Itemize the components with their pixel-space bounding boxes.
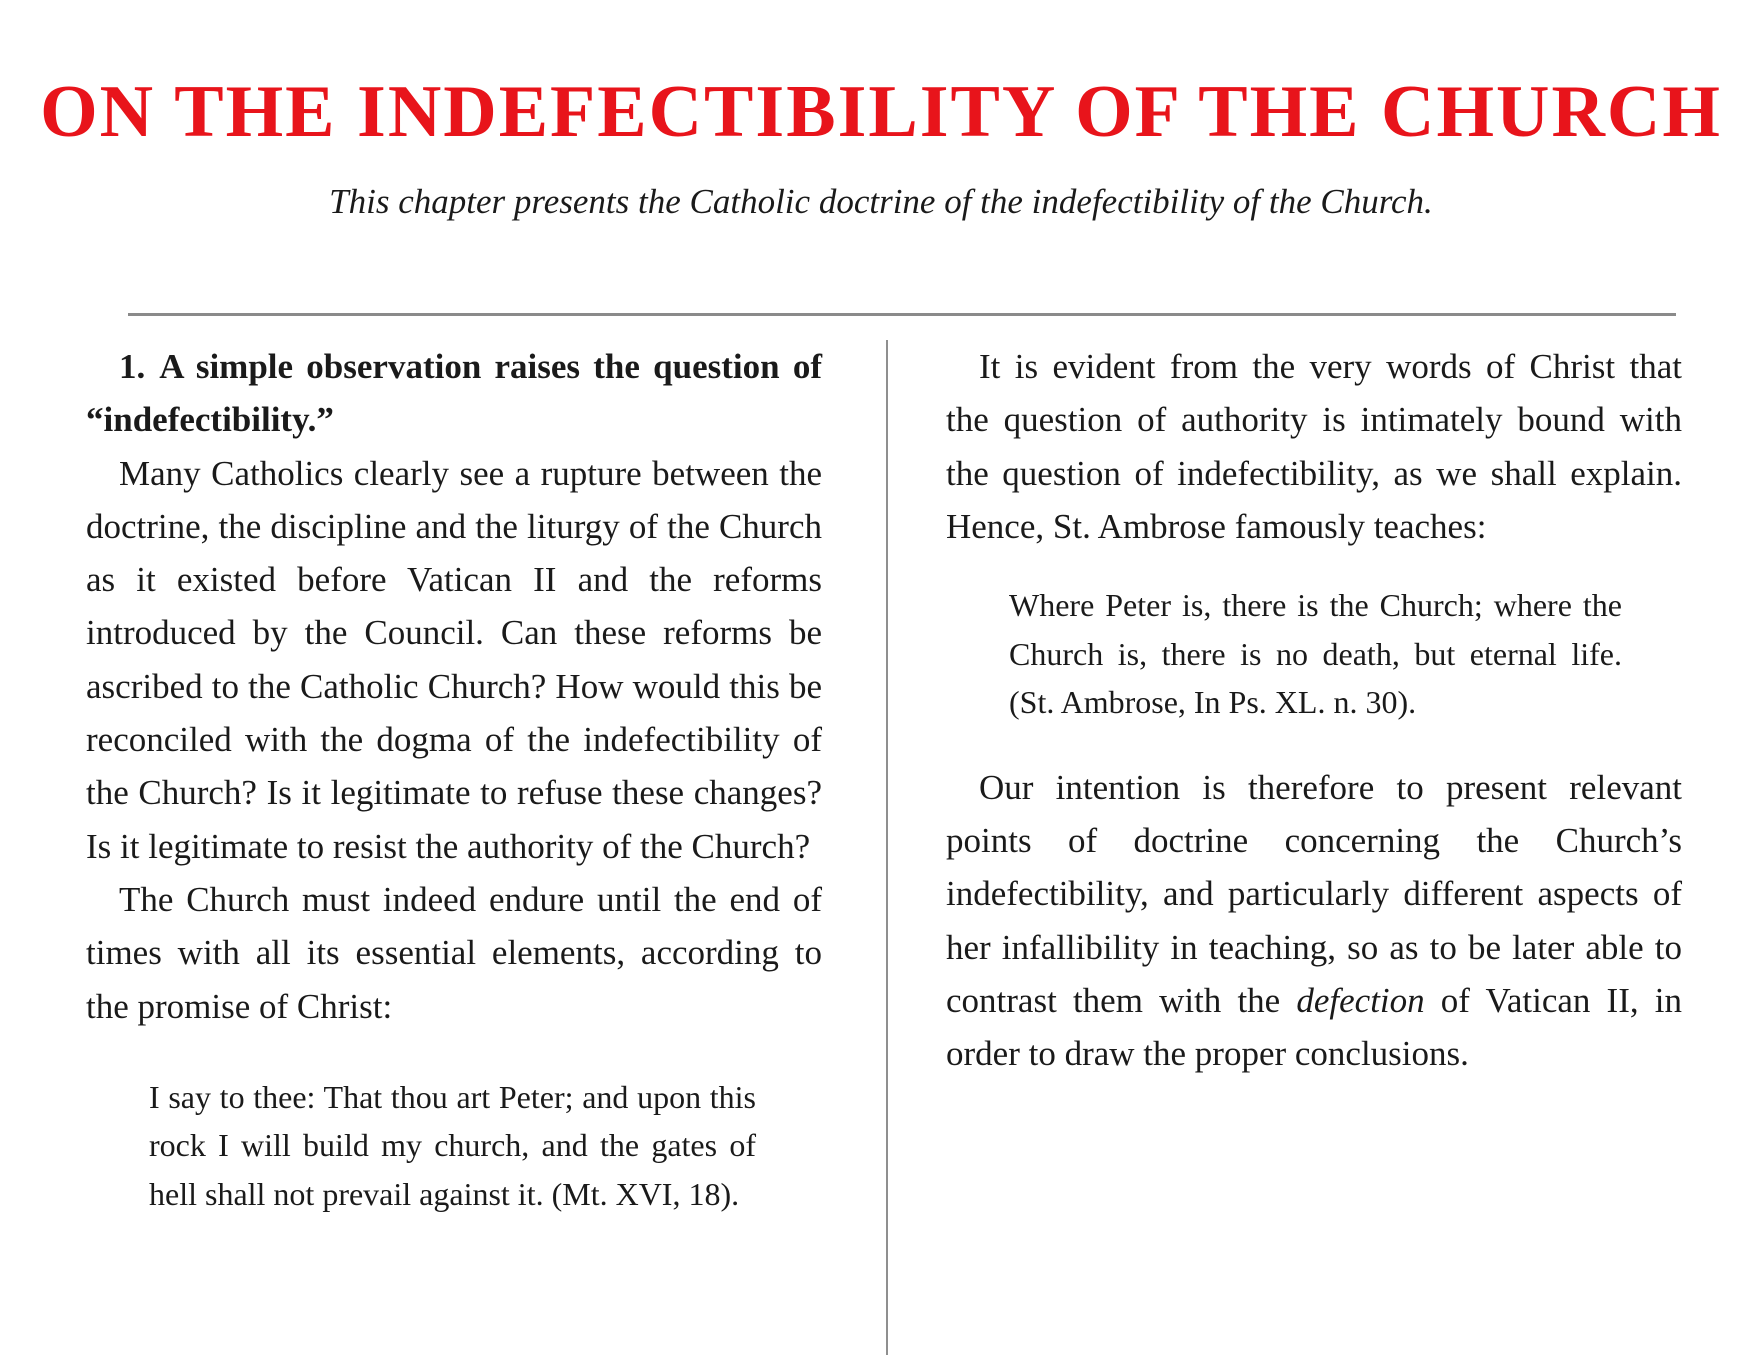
section-heading-text: A simple observation raises the question of “indefectibility.”	[86, 347, 822, 440]
left-paragraph-2: The Church must indeed endure until the end of times with all its essential elements, according to the promise of Christ:	[86, 879, 822, 1026]
right-paragraph-1: It is evident from the very words of Christ that the question of authority is intimately bound with the question of indefectibility, as we shall explain. Hence, St. Ambrose famously teaches:	[946, 347, 1682, 546]
ambrose-quote: Where Peter is, there is the Church; where the Church is, there is no death, but eternal life. (St. Ambrose, In Ps. XL. n. 30).	[1009, 587, 1622, 721]
horizontal-divider	[128, 313, 1676, 316]
left-column	[86, 340, 822, 1218]
left-paragraph-1: Many Catholics clearly see a rupture between the doctrine, the discipline and the liturgy of the Church as it existed before Vatican II and the reforms introduced by the Council. Can these reforms be ascribed to the Catholic Church? How would this be reconciled with the dogma of the indefectibility of the Church? Is it legitimate to refuse these changes? Is it legitimate to resist the authority of the Church?	[86, 453, 822, 866]
column-divider	[886, 340, 888, 1355]
scripture-quote: I say to thee: That thou art Peter; and upon this rock I will build my church, and the gates of hell shall not prevail against it. (Mt. XVI, 18).	[149, 1078, 756, 1212]
page-title: ON THE INDEFECTIBILITY OF THE CHURCH	[40, 70, 1722, 153]
right-column	[946, 340, 1682, 1080]
section-heading	[86, 340, 822, 447]
right-paragraph-2-tail: of Vatican II, in order to draw the proper conclusions.	[946, 980, 1682, 1074]
right-paragraph-2	[946, 761, 1682, 1081]
right-paragraph-2-lead: Our intention is therefore to present relevant points of doctrine concerning the Church’s indefectibility, and particularly different aspects of her infallibility in teaching, so as to be later able to contrast them with the	[946, 767, 1682, 1020]
section-number: 1.	[119, 347, 146, 386]
chapter-subtitle: This chapter presents the Catholic doctrine of the indefectibility of the Church.	[329, 182, 1433, 221]
emphasis-defection: defection	[1296, 980, 1425, 1020]
